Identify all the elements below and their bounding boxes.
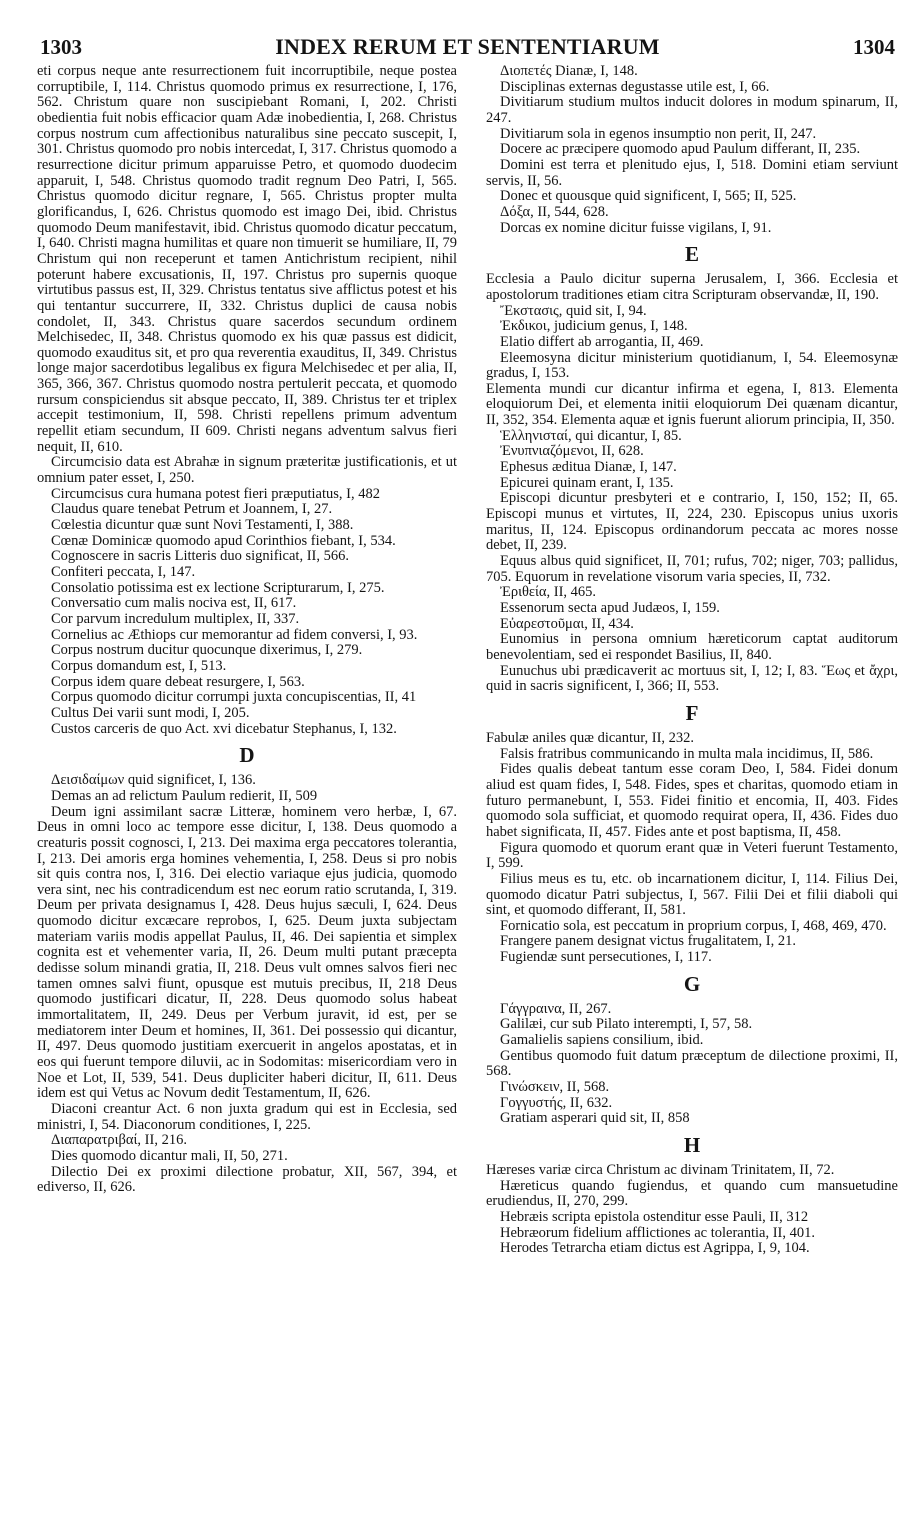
index-entry: Fornicatio sola, est peccatum in proprium corpus, I, 468, 469, 470. <box>500 917 887 934</box>
section-letter-f: F <box>685 700 699 725</box>
right-page-number: 1304 <box>852 35 895 59</box>
left-page-number: 1303 <box>40 35 82 59</box>
index-entry: Cornelius ac Æthiops cur memorantur ad fidem conversi, I, 93. <box>51 626 418 643</box>
index-entry: Disciplinas externas degustasse utile est, I, 66. <box>500 78 770 95</box>
index-entry: Cognoscere in sacris Litteris duo significat, II, 566. <box>51 548 349 565</box>
section-letter-d: D <box>239 743 255 768</box>
index-entry: Docere ac præcipere quomodo apud Paulum differant, II, 235. <box>500 141 861 158</box>
index-entry: Falsis fratribus communicando in multa mala incidimus, II, 586. <box>500 745 874 762</box>
index-entry: Gentibus quomodo fuit datum præceptum de dilectione proximi, II, 568. <box>486 1047 898 1080</box>
index-entry: Ephesus æditua Dianæ, I, 147. <box>500 459 677 476</box>
index-entry: Eunomius in persona omnium hæreticorum captat auditorum benevolentiam, sed ei respondet Basilius, II, 840. <box>486 631 898 663</box>
index-entry: Eleemosyna dicitur ministerium quotidianum, I, 54. Eleemosynæ gradus, I, 153. <box>486 349 898 382</box>
index-entry: Ἑλληνισταί, qui dicantur, I, 85. <box>500 427 682 444</box>
section-letter-h: H <box>683 1133 701 1158</box>
index-entry: Ἐνυπνιαζόμενοι, II, 628. <box>500 443 644 460</box>
index-entry: Diaconi creantur Act. 6 non juxta gradum qui est in Ecclesia, sed ministri, I, 54. Diaconorum conditiones, I, 225. <box>37 1101 457 1133</box>
index-entry: Δόξα, II, 544, 628. <box>500 203 609 220</box>
running-title: INDEX RERUM ET SENTENTIARUM <box>275 34 660 59</box>
index-entry: Fides qualis debeat tantum esse coram Deo, I, 584. Fidei donum aliud est quam fides, I, 548. Fides, spes et charitas, quomodo etiam in futuro permanebunt, I, 553. Fidei finitio et encomia, II, 403. Fides quomodo sola sufficiat, et quomodo requirat opera, II, 436. Fides duo habet significata, II, 457. Fides ante et post baptisma, II, 458. <box>486 761 898 840</box>
index-entry: Διαπαρατριβαί, II, 216. <box>51 1132 187 1149</box>
index-entry: Equus albus quid significet, II, 701; rufus, 702; niger, 703; pallidus, 705. Equorum in revelatione visorum varia species, II, 732. <box>486 553 898 585</box>
index-entry: Dies quomodo dicantur mali, II, 50, 271. <box>51 1147 288 1164</box>
index-entry: Corpus quomodo dicitur corrumpi juxta concupiscentias, II, 41 <box>51 689 417 706</box>
index-entry: Γογγυστής, II, 632. <box>500 1094 613 1111</box>
index-entry: Consolatio potissima est ex lectione Scripturarum, I, 275. <box>51 579 385 596</box>
index-entry: Episcopi dicuntur presbyteri et e contrario, I, 150, 152; II, 65. Episcopi munus et virtutes, II, 224, 230. Episcopus unius uxoris maritus, II, 124. Episcopus ordinandorum peccata ac mores nosse debet, II, 239. <box>486 490 898 554</box>
index-entry: Confiteri peccata, I, 147. <box>51 564 196 580</box>
index-entry: Cœnæ Dominicæ quomodo apud Corinthios fiebant, I, 534. <box>51 532 396 549</box>
index-entry: Epicurei quinam erant, I, 135. <box>500 474 674 491</box>
index-entry: Conversatio cum malis nociva est, II, 617. <box>51 595 297 612</box>
index-entry: Ἐριθεία, II, 465. <box>500 584 597 601</box>
index-entry: Gratiam asperari quid sit, II, 858 <box>500 1110 690 1127</box>
index-entry: Elementa mundi cur dicantur infirma et egena, I, 813. Elementa eloquiorum Dei, et elementa initii eloquiorum Dei quænam dicantur, II, 352, 354. Elementa aquæ et ignis fuerunt aliorum principia, II, 350. <box>486 380 898 429</box>
index-entry: Essenorum secta apud Judæos, I, 159. <box>500 600 720 616</box>
index-entry: Elatio differt ab arrogantia, II, 469. <box>500 333 704 350</box>
index-entry: Διοπετές Dianæ, I, 148. <box>500 64 638 79</box>
index-entry: Deum igni assimilant sacræ Litteræ, hominem vero herbæ, I, 67. Deus in omni loco ac tempore esse dicitur, I, 138. Deus quomodo a creaturis possit cognosci, I, 213. Dei maxima erga peccatores tolerantia, I, 213. Dei amoris erga homines vehementia, I, 258. Deus si pro nobis sit quis contra nos, I, 316. Dei electio variaque ejus judicia, quomodo vera sint, nec his contradicendum est nec eorum ratio scrutanda, I, 319. Deum per privata designamus I, 428. Deus hujus sæculi, I, 624. Deus quomodo dicitur excæcare reprobos, I, 625. Deum juxta subjectam materiam variis modis appellat Paulus, II, 46. Dei sapientia et simplex cognita est et vehementer varia, II, 26. Deum multi putant præcepta dedisse solum minandi gratia, II, 218. Deus vult omnes salvos fieri nec tamen omnes salvi fiunt, opusque est mutuis precibus, II, 218 Deus quomodo justificari dicatur, II, 228. Deus quomodo solus habeat immortalitatem, II, 249. Deus per Verbum juravit, id est, per se mediatorem inter Deum et homines, II, 361. Dei possessio qui dicantur, II, 497. Deus quomodo justitiam exercuerit in angelos apostatas, et in eos qui fuerunt tempore diluvii, ac in Sodomitas: misericordiam vero in Noe et Lot, II, 539, 541. Deus dupliciter haberi dicitur, II, 611. Deus idem est qui Vetus ac Novum dedit Testamentum, II, 626. <box>37 803 457 1102</box>
index-entry: Hæreticus quando fugiendus, et quando cum mansuetudine erudiendus, II, 270, 299. <box>486 1177 898 1210</box>
index-entry: Figura quomodo et quorum erant quæ in Veteri fuerunt Testamento, I, 599. <box>486 839 898 872</box>
index-entry: Circumcisio data est Abrahæ in signum præteritæ justificationis, et ut omnium pater esset, I, 250. <box>37 454 457 487</box>
index-entry: Herodes Tetrarcha etiam dictus est Agrippa, I, 9, 104. <box>500 1240 810 1257</box>
index-entry: Ἔκστασις, quid sit, I, 94. <box>500 302 647 319</box>
index-entry: Δεισιδαίμων quid significet, I, 136. <box>51 772 256 789</box>
index-entry: eti corpus neque ante resurrectionem fuit incorruptibile, neque postea corruptibile, I, 114. Christus quomodo primus ex resurrectione, I, 176, 562. Christum quare non suscipiebant Romani, I, 202. Christi obedientia fuit nobis efficacior quam Adæ inobedientia, I, 268. Christus corpus nostrum cum affectionibus naturalibus sine peccato suscepit, I, 301. Christus quomodo pro nobis intercedat, I, 317. Christus quomodo a resurrectione dicitur primum apparuisse Petro, et quomodo duodecim apparuit, I, 548. Christus quomodo tradit regnum Deo Patri, I, 565. Christus quomodo dicitur regnare, I, 565. Christus propter multa glorificandus, I, 626. Christus quomodo est imago Dei, ibid. Christus quomodo Deum manifestavit, ibid. Christus quomodo dicatur peccatum, I, 640. Christi magna humilitas et quare non timuerit se humiliare, II, 79 Christum qui non receperunt et tamen Antichristum recipient, nihil poterunt habere excusationis, II, 197. Christus pro supernis quoque virtutibus passus est, II, 329. Christus tentatus sive afflictus potest et his qui tentantur succurrere, II, 332. Christus duplici de causa nobis condolet, II, 343. Christus quare sacerdos secundum ordinem Melchisedec, II, 348. Christus quomodo ex his quæ passus est didicit, quomodo exauditus sit, et pro qua reverentia exauditus, II, 349. Christus longe major sacerdotibus legalibus ex figura Melchisedec et per alia, II, 365, 366, 367. Christus quomodo nostra pertulerit peccata, et quomodo rursum conspiciendus sit absque peccato, II, 389. Christus ter et triplex accepit testimonium, II, 598. Christi repellens primum adventum repellit etiam secundum, II 609. Christi negans adventum salvus fieri nequit, II, 610. <box>37 64 457 455</box>
index-entry: Corpus domandum est, I, 513. <box>51 657 227 674</box>
index-entry: Γάγγραινα, II, 267. <box>500 1000 612 1017</box>
right-column <box>486 64 898 1529</box>
running-header <box>40 34 895 62</box>
index-entry: Fabulæ aniles quæ dicantur, II, 232. <box>486 729 695 746</box>
index-entry: Corpus nostrum ducitur quocunque dixerimus, I, 279. <box>51 642 363 659</box>
index-entry: Hebræorum fidelium afflictiones ac tolerantia, II, 401. <box>500 1224 816 1241</box>
index-entry: Eunuchus ubi prædicaverit ac mortuus sit, I, 12; I, 83. Ἕως et ἄχρι, quid in sacris significent, I, 366; II, 553. <box>486 662 898 695</box>
index-entry: Corpus idem quare debeat resurgere, I, 563. <box>51 673 305 690</box>
index-entry: Demas an ad relictum Paulum redierit, II, 509 <box>51 787 318 804</box>
index-entry: Εὐαρεστοῦμαι, II, 434. <box>500 615 634 632</box>
index-entry: Divitiarum sola in egenos insumptio non perit, II, 247. <box>500 125 817 142</box>
index-entry: Dilectio Dei ex proximi dilectione probatur, XII, 567, 394, et ediverso, II, 626. <box>37 1163 457 1196</box>
index-entry: Fugiendæ sunt persecutiones, I, 117. <box>500 949 712 966</box>
index-entry: Donec et quousque quid significent, I, 565; II, 525. <box>500 188 797 205</box>
index-entry: Cultus Dei varii sunt modi, I, 205. <box>51 704 250 721</box>
index-entry: Cor parvum incredulum multiplex, II, 337. <box>51 610 300 627</box>
index-entry: Domini est terra et plenitudo ejus, I, 518. Domini etiam serviunt servis, II, 56. <box>486 156 898 189</box>
index-entry: Divitiarum studium multos inducit dolores in modum spinarum, II, 247. <box>486 94 898 126</box>
index-entry: Γινώσκειν, II, 568. <box>500 1079 610 1096</box>
index-entry: Gamalielis sapiens consilium, ibid. <box>500 1032 704 1049</box>
left-column <box>37 64 457 1529</box>
index-entry: Claudus quare tenebat Petrum et Joannem, I, 27. <box>51 501 333 518</box>
index-entry: Cœlestia dicuntur quæ sunt Novi Testamenti, I, 388. <box>51 517 354 534</box>
index-entry: Frangere panem designat victus frugalitatem, I, 21. <box>500 933 796 950</box>
index-entry: Hæreses variæ circa Christum ac divinam Trinitatem, II, 72. <box>486 1162 835 1179</box>
index-entry: Ἐκδικοι, judicium genus, I, 148. <box>500 318 688 335</box>
index-entry: Filius meus es tu, etc. ob incarnationem dicitur, I, 114. Filius Dei, quomodo dicatur Patri subjectus, I, 567. Filii Dei et filii diaboli qui sint, et quomodo differant, II, 581. <box>486 870 898 919</box>
index-entry: Dorcas ex nomine dicitur fuisse vigilans, I, 91. <box>500 219 772 236</box>
section-letter-e: E <box>684 242 699 267</box>
index-entry: Galilæi, cur sub Pilato interempti, I, 57, 58. <box>500 1016 753 1033</box>
index-entry: Custos carceris de quo Act. xvi dicebatur Stephanus, I, 132. <box>51 720 397 737</box>
section-letter-g: G <box>683 971 701 996</box>
index-entry: Ecclesia a Paulo dicitur superna Jerusalem, I, 366. Ecclesia et apostolorum traditiones etiam citra Scripturam observandæ, II, 190. <box>486 271 898 303</box>
index-entry: Circumcisus cura humana potest fieri præputiatus, I, 482 <box>51 485 380 502</box>
index-entry: Hebræis scripta epistola ostenditur esse Pauli, II, 312 <box>500 1209 809 1225</box>
